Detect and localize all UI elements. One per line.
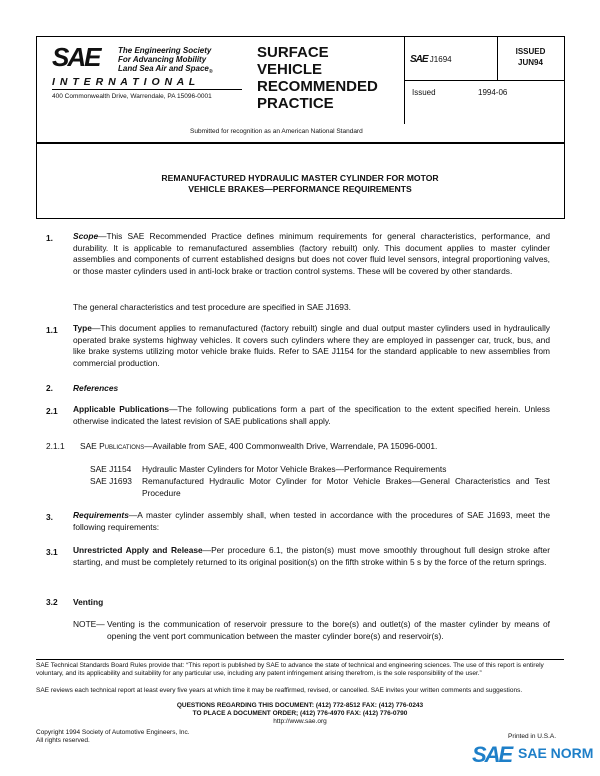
section-1-heading: Scope — [73, 231, 99, 241]
ref-2-id: SAE J1693 — [90, 476, 132, 486]
printed-in: Printed in U.S.A. — [508, 733, 557, 740]
section-2-1-heading: Applicable Publications — [73, 404, 170, 414]
title-line-1: REMANUFACTURED HYDRAULIC MASTER CYLINDER FOR MOTOR — [161, 173, 439, 183]
ref-1-id: SAE J1154 — [90, 464, 132, 474]
issued-value: 1994-06 — [478, 88, 508, 97]
section-1-1-type: Type—This document applies to remanufactured (factory rebuilt) single and dual output master cylinders used in hydraulically operated brake systems highway vehicles. It covers such cylinders where they are employed in passenger car, truck, bus, and like brake systems utilizing motor vehicle brake fluids. Refer to SAE J1154 for the standard applicable to new assemblies from commercial production. — [73, 323, 550, 368]
section-1-para-2: The general characteristics and test procedure are specified in SAE J1693. — [73, 302, 351, 312]
section-3-2-num: 3.2 — [46, 597, 58, 607]
section-1-num: 1. — [46, 233, 53, 243]
section-3-1-heading: Unrestricted Apply and Release — [73, 545, 203, 555]
section-2-num: 2. — [46, 383, 53, 393]
note-label: NOTE— — [73, 619, 105, 629]
rights-line: All rights reserved. — [36, 737, 90, 744]
ref-1-text: Hydraulic Master Cylinders for Motor Vehicle Brakes—Performance Requirements — [142, 464, 447, 474]
doc-type-line-1: SURFACE — [257, 44, 329, 61]
org-line-1: The Engineering Society — [118, 46, 212, 55]
ref-item-2 — [90, 476, 550, 499]
section-3-1: Unrestricted Apply and Release—Per procedure 6.1, the piston(s) must move smoothly throughout full design stroke after starting, and must be completely returned to its original position(s) on the fifth stroke within 5 s by the force of the return springs. — [73, 545, 551, 567]
note-text: Venting is the communication of reservoir pressure to the bore(s) and outlet(s) of the master cylinder by means of opening the vent port communication between the master cylinder bore(s) and reservoir(s). — [107, 619, 550, 641]
sae-logo: SAE — [52, 42, 100, 72]
issued-label: ISSUED — [515, 47, 546, 56]
footer-questions: QUESTIONS REGARDING THIS DOCUMENT: (412) 772-8512 FAX: (412) 776-0243 — [176, 702, 424, 709]
section-2-1: Applicable Publications—The following publications form a part of the specification to the extent specified herein. Unless otherwise indicated the latest revision of SAE publications shall apply. — [73, 404, 550, 426]
sae-small-logo: SAE — [410, 54, 428, 65]
section-2-1-1-num: 2.1.1 — [46, 441, 65, 451]
section-2-1-num: 2.1 — [46, 406, 58, 416]
doc-number: SAE J1694 — [410, 54, 452, 65]
footer-notice-2: SAE reviews each technical report at least every five years at which time it may be reaffirmed, revised, or cancelled. SAE invites your written comments and suggestions. — [36, 687, 523, 694]
section-3-num: 3. — [46, 512, 53, 522]
svg-text:SAE: SAE — [472, 742, 512, 767]
copyright-line: Copyright 1994 Society of Automotive Engineers, Inc. — [36, 729, 190, 736]
org-line-2: For Advancing Mobility — [118, 55, 207, 64]
international-label: I N T E R N A T I O N A L — [52, 76, 197, 88]
section-2-heading: References — [73, 383, 119, 393]
title-line-2: VEHICLE BRAKES—PERFORMANCE REQUIREMENTS — [188, 184, 412, 194]
copyright — [36, 729, 190, 745]
submitted-note: Submitted for recognition as an American National Standard — [190, 128, 363, 135]
footer-contact — [36, 702, 564, 726]
org-line-3: Land Sea Air and Space$_®$ — [118, 64, 213, 75]
footer-order: TO PLACE A DOCUMENT ORDER; (412) 776-4970 FAX: (412) 776-0790 — [192, 710, 408, 717]
footer-notice-1: SAE Technical Standards Board Rules provide that: “This report is published by SAE to advance the state of technical and engineering sciences. The use of this report is entirely voluntary, and its applicability and suitability for any particular use, including any patent infringement arising therefrom, is the sole responsibility of the user.” — [36, 662, 544, 677]
section-1-scope: Scope—This SAE Recommended Practice defines minimum requirements for general characteristics, performance, and durability. It is applicable to remanufactured assemblies (factory rebuilt) only. This document applies to master cylinder assemblies and components of current established designs but does not cover fluid level sensors, integral proportioning valves, or those master cylinders used in anti-lock brake or traction control systems. These will be covered by other standards. — [73, 231, 550, 276]
section-2-1-1: SAE Publications—Available from SAE, 400 Commonwealth Drive, Warrendale, PA 15096-0001. — [80, 441, 438, 451]
issued-word: Issued — [412, 88, 436, 97]
ref-2-text: Remanufactured Hydraulic Motor Cylinder for Motor Vehicle Brakes—General Characteristics and Test Procedure — [142, 476, 550, 498]
sae-norm-text: SAE NORM — [518, 745, 594, 761]
address: 400 Commonwealth Drive, Warrendale, PA 15096-0001 — [52, 93, 212, 100]
section-1-1-num: 1.1 — [46, 325, 58, 335]
sae-norm-stamp — [470, 740, 595, 770]
section-3: Requirements—A master cylinder assembly shall, when tested in accordance with the procedures of SAE J1693, meet the following requirements: — [73, 510, 550, 532]
doc-type-line-2: VEHICLE — [257, 61, 323, 78]
footer-url[interactable]: http://www.sae.org — [273, 718, 327, 725]
section-3-1-num: 3.1 — [46, 547, 58, 557]
section-3-2-heading: Venting — [73, 597, 104, 607]
doc-type-line-3: RECOMMENDED — [257, 78, 378, 95]
issued-date: JUN94 — [518, 58, 543, 67]
section-1-1-heading: Type — [73, 323, 92, 333]
section-3-heading: Requirements — [73, 510, 129, 520]
doc-type-line-4: PRACTICE — [257, 95, 334, 112]
ref-item-1 — [90, 464, 550, 476]
section-2-1-1-heading: SAE Publications — [80, 441, 145, 451]
footer-rule — [36, 659, 564, 660]
